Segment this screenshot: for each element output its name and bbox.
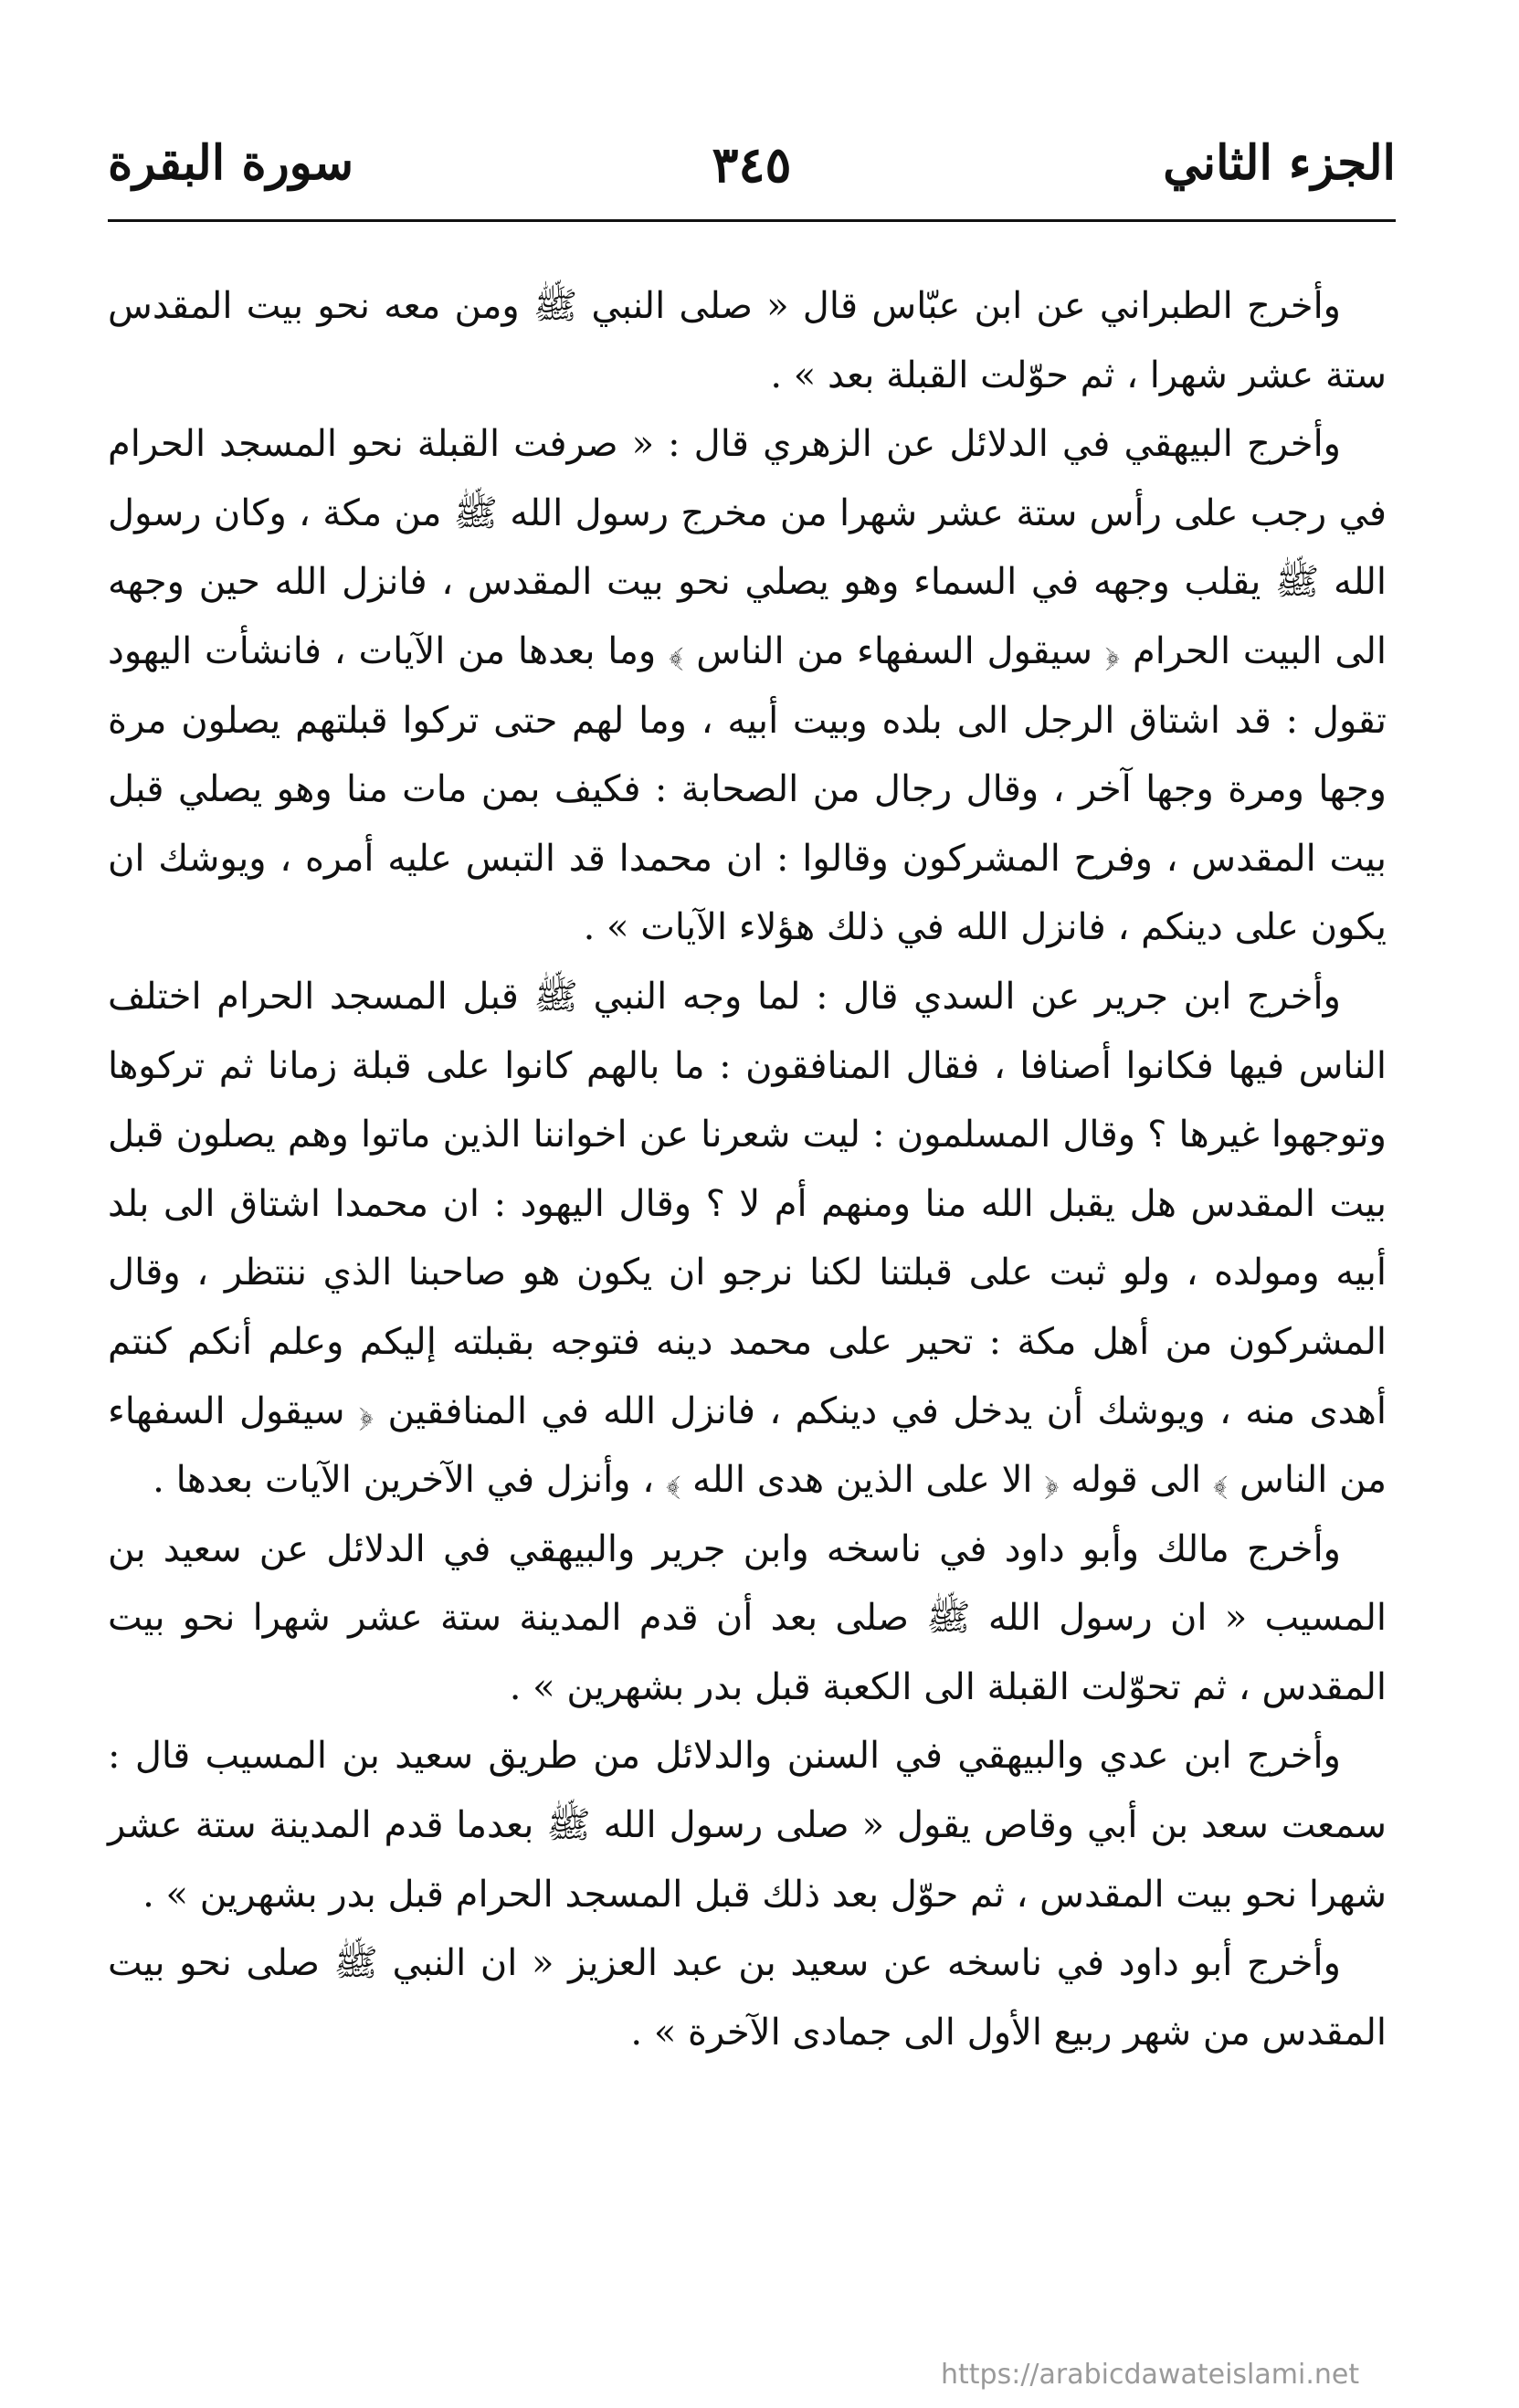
watermark-url: https://arabicdawateislami.net bbox=[941, 2359, 1360, 2391]
paragraph-2: وأخرج البيهقي في الدلائل عن الزهري قال : « صرفت القبلة نحو المسجد الحرام في رجب على رأس ستة عشر شهرا من مخرج رسول الله ﷺ من مكة ، وكان رسول الله ﷺ يقلب وجهه في السماء وهو يصلي نحو بيت المقدس ، فانزل الله حين وجهه الى البيت الحرام ﴿ سيقول السفهاء من الناس ﴾ وما بعدها من الآيات ، فانشأت اليهود تقول : قد اشتاق الرجل الى بلده وبيت أبيه ، وما لهم حتى تركوا قبلتهم يصلون مرة وجها ومرة وجها آخر ، وقال رجال من الصحابة : فكيف بمن مات منا وهو يصلي قبل بيت المقدس ، وفرح المشركون وقالوا : ان محمدا قد التبس عليه أمره ، ويوشك ان يكون على دينكم ، فانزل الله في ذلك هؤلاء الآيات » . bbox=[108, 423, 1387, 949]
paragraph-3: وأخرج ابن جرير عن السدي قال : لما وجه النبي ﷺ قبل المسجد الحرام اختلف الناس فيها فكانوا أصنافا ، فقال المنافقون : ما بالهم كانوا على قبلة زمانا ثم تركوها وتوجهوا غيرها ؟ وقال المسلمون : ليت شعرنا عن اخواننا الذين ماتوا وهم يصلون قبل بيت المقدس هل يقبل الله منا ومنهم أم لا ؟ وقال اليهود : ان محمدا اشتاق الى بلد أبيه ومولده ، ولو ثبت على قبلتنا لكنا نرجو ان يكون هو صاحبنا الذي ننتظر ، وقال المشركون من أهل مكة : تحير على محمد دينه فتوجه بقبلته إليكم وعلم أنكم كنتم أهدى منه ، ويوشك أن يدخل في دينكم ، فانزل الله في المنافقين ﴿ سيقول السفهاء من الناس ﴾ الى قوله ﴿ الا على الذين هدى الله ﴾ ، وأنزل في الآخرين الآيات بعدها . bbox=[108, 975, 1387, 1502]
part-title: الجزء الثاني bbox=[1163, 135, 1396, 191]
page-number: ٣٤٥ bbox=[712, 135, 792, 194]
paragraph-1: وأخرج الطبراني عن ابن عبّاس قال « صلى النبي ﷺ ومن معه نحو بيت المقدس ستة عشر شهرا ، ثم حوّلت القبلة بعد » . bbox=[108, 285, 1387, 396]
running-header bbox=[108, 135, 1396, 199]
paragraph-4: وأخرج مالك وأبو داود في ناسخه وابن جرير والبيهقي في الدلائل عن سعيد بن المسيب « ان رسول الله ﷺ صلى بعد أن قدم المدينة ستة عشر شهرا نحو بيت المقدس ، ثم تحوّلت القبلة الى الكعبة قبل بدر بشهرين » . bbox=[108, 1527, 1387, 1708]
paragraph-5: وأخرج ابن عدي والبيهقي في السنن والدلائل من طريق سعيد بن المسيب قال : سمعت سعد بن أبي وقاص يقول « صلى رسول الله ﷺ بعدما قدم المدينة ستة عشر شهرا نحو بيت المقدس ، ثم حوّل بعد ذلك قبل المسجد الحرام قبل بدر بشهرين » . bbox=[108, 1735, 1387, 1916]
page-body bbox=[108, 272, 1387, 2067]
paragraph-6: وأخرج أبو داود في ناسخه عن سعيد بن عبد العزيز « ان النبي ﷺ صلى نحو بيت المقدس من شهر ربيع الأول الى جمادى الآخرة » . bbox=[108, 1942, 1387, 2054]
header-rule bbox=[108, 219, 1396, 222]
surah-title: سورة البقرة bbox=[108, 135, 354, 191]
